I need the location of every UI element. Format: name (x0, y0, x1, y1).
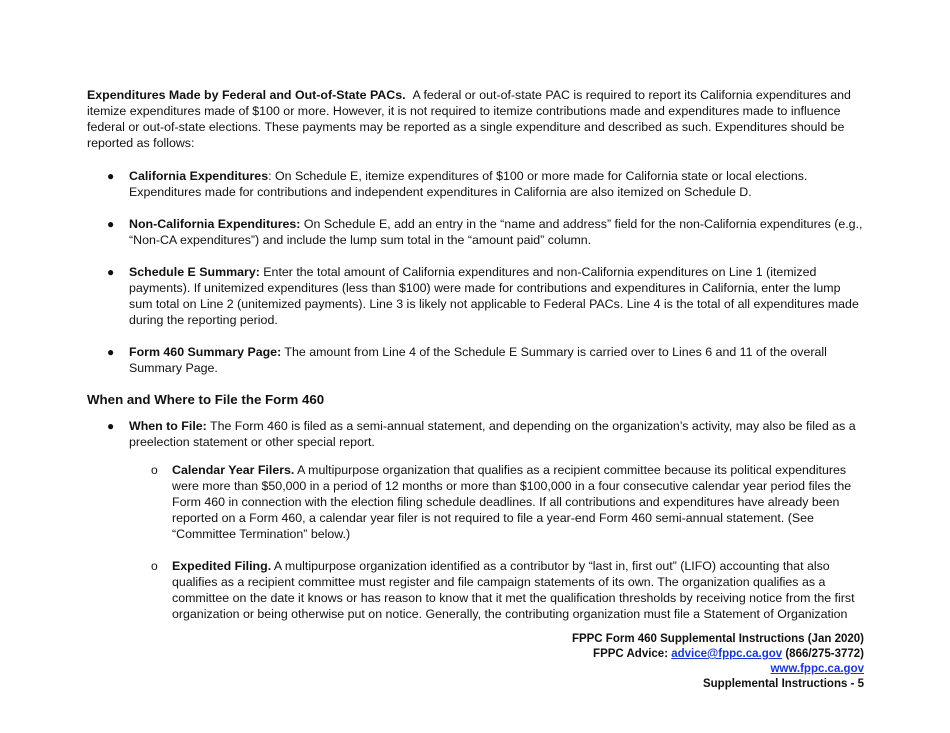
circle-bullet-icon: o (151, 559, 158, 573)
intro-text: A federal or out-of-state PAC is required to report its California expenditures and itemize expenditures made of $100 or more. However, it is not required to itemize contributions made and expenditures made to influence federal or out-of-state elections. These payments may be reported as a single expenditure and described as such. Expenditures should be reported as follows: (87, 88, 851, 150)
bullet-title: Non-California Expenditures: (129, 217, 301, 231)
when-to-file-list (87, 418, 867, 622)
bullet-icon: ● (107, 345, 115, 359)
bullet-title: Form 460 Summary Page: (129, 345, 282, 359)
bullet-text: On Schedule E, add an entry in the “name and address” field for the non-California expenditures (e.g., “Non-CA expenditures”) and include the lump sum total in the “amount paid” column. (129, 217, 863, 247)
page-footer (572, 632, 864, 692)
subitem-expedited-filing (129, 558, 867, 622)
footer-website-line (572, 662, 864, 677)
footer-title: FPPC Form 460 Supplemental Instructions (Jan 2020) (571, 633, 864, 645)
bullet-title: Schedule E Summary: (129, 265, 260, 279)
footer-advice-label: FPPC Advice: (593, 648, 672, 660)
subitem-calendar-year-filers (129, 462, 867, 542)
bullet-icon: ● (107, 265, 115, 279)
bullet-icon: ● (107, 217, 115, 231)
page-body (87, 87, 867, 638)
subitem-title: Expedited Filing. (172, 559, 272, 573)
bullet-form-460-summary-page (87, 344, 867, 376)
subitem-title: Calendar Year Filers. (172, 463, 295, 477)
footer-advice-line (572, 647, 864, 662)
bullet-icon: ● (107, 169, 115, 183)
bullet-text: : On Schedule E, itemize expenditures of $100 or more made for California state or local elections. Expenditures made for contributions and independent expenditures in California are also itemized on Schedule D. (129, 169, 808, 199)
bullet-text: Enter the total amount of California expenditures and non-California expenditures on Line 1 (itemized payments). If unitemized expenditures (less than $100) were made for contributions and expenditures in California, enter the lump sum total on Line 2 (unitemized payments). Line 3 is likely not applicable to Federal PACs. Line 4 is the total of all expenditures made during the reporting period. (129, 265, 859, 327)
website-link[interactable]: www.fppc.ca.gov (770, 663, 864, 675)
bullet-text: The Form 460 is filed as a semi-annual statement, and depending on the organization’s activity, may also be filed as a preelection statement or other special report. (129, 419, 856, 449)
bullet-title: California Expenditures (129, 169, 269, 183)
intro-heading: Expenditures Made by Federal and Out-of-State PACs. (87, 88, 406, 102)
expenditure-bullet-list (87, 168, 867, 376)
circle-bullet-icon: o (151, 463, 158, 477)
footer-phone: (866/275-3772) (782, 648, 864, 660)
bullet-icon: ● (107, 419, 115, 433)
bullet-california-expenditures (87, 168, 867, 200)
intro-paragraph (87, 87, 867, 151)
bullet-when-to-file (87, 418, 867, 622)
bullet-title: When to File: (129, 419, 207, 433)
filing-subitem-list (129, 462, 867, 622)
bullet-non-california-expenditures (87, 216, 867, 248)
bullet-text: The amount from Line 4 of the Schedule E Summary is carried over to Lines 6 and 11 of the overall Summary Page. (129, 345, 827, 375)
advice-email-link[interactable]: advice@fppc.ca.gov (671, 648, 783, 660)
section-heading-when-where: When and Where to File the Form 460 (87, 392, 325, 407)
subitem-text: A multipurpose organization that qualifies as a recipient committee because its political expenditures were more than $50,000 in a period of 12 months or more than $100,000 in a four consecutive calendar year period files the Form 460 in connection with the election filing schedule deadlines. If all contributions and expenditures have already been reported on a Form 460, a calendar year filer is not required to file a year-end Form 460 semi-annual statement. (See “Committee Termination” below.) (172, 463, 852, 541)
subitem-text: A multipurpose organization identified as a contributor by “last in, first out” (LIFO) accounting that also qualifies as a recipient committee must register and file campaign statements of its own. The organization qualifies as a committee on the date it knows or has reason to know that it met the qualification thresholds by receiving notice from the first organization or being otherwise put on notice. Generally, the contributing organization must file a Statement of Organization (172, 559, 855, 621)
bullet-schedule-e-summary (87, 264, 867, 328)
footer-page-number: Supplemental Instructions - 5 (702, 678, 864, 690)
